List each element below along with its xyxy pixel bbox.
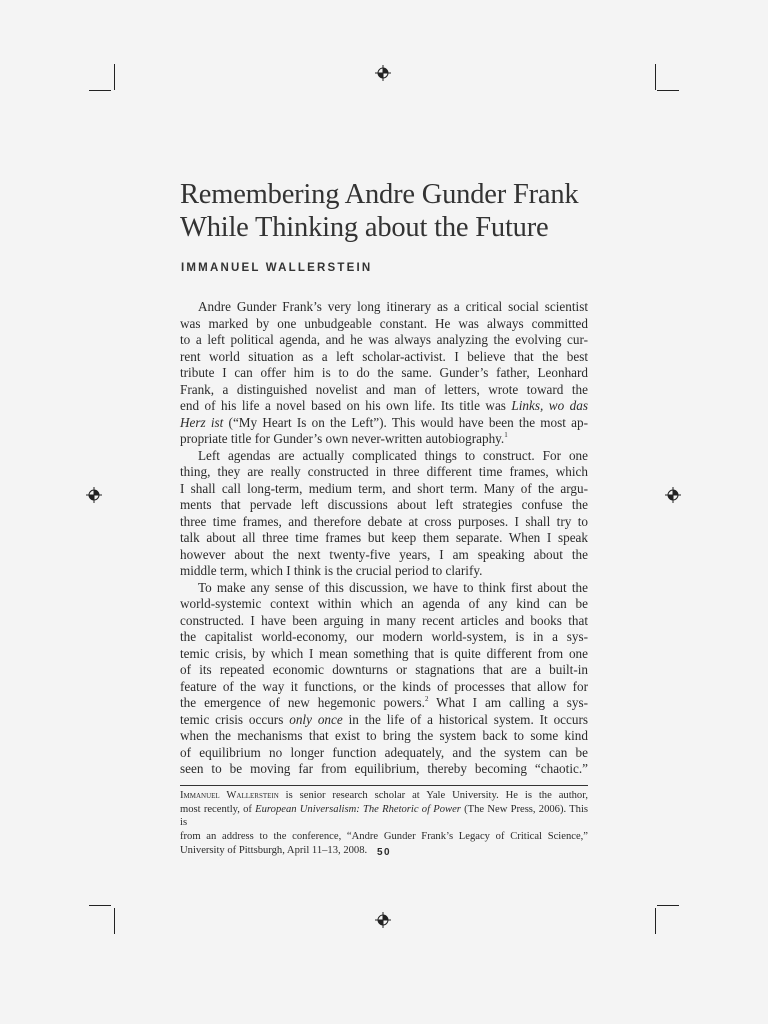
text-line: thing, they are really constructed in three different time frames, which [180,464,588,479]
footnote-line: Immanuel Wallerstein is senior research scholar at Yale University. He is the author, [180,790,588,801]
text-line: ments that pervade left discussions about left strategies confuse the [180,497,588,512]
crop-mark [657,90,679,91]
text-line: Andre Gunder Frank’s very long itinerary as a critical social scientist [198,299,588,314]
footnote-ref[interactable]: 1 [504,431,508,439]
text-line: Herz ist (“My Heart Is on the Left”). This would have been the most ap- [180,414,588,430]
title-line: Remembering Andre Gunder Frank [180,179,579,210]
text-line: when the mechanisms that exist to bring the system back to some kind [180,728,588,743]
article-body [180,299,588,778]
crop-mark [655,64,656,90]
footnote-rule [180,785,588,786]
title-line: While Thinking about the Future [180,212,549,243]
registration-target-icon [375,65,391,81]
text-line: the emergence of new hegemonic powers.$^2$ What I am calling a sys- [180,695,588,710]
text-line: temic crisis, by which I mean something that is quite different from one [180,645,588,661]
text-line: the capitalist world-economy, our modern world-system, is in a sys- [180,629,588,644]
paragraph [180,580,588,778]
footnote-author-name: Immanuel Wallerstein [180,790,279,801]
footnote-ref[interactable]: 2 [424,695,429,703]
crop-mark [89,905,111,906]
page-number: 50 [376,847,392,858]
registration-target-icon [665,487,681,503]
text-line: Left agendas are actually complicated things to construct. For one [198,447,588,463]
text-line: middle term, which I think is the crucial period to clarify. [180,563,483,578]
registration-target-icon [375,912,391,928]
text-line: I shall call long-term, medium term, and short term. Many of the argu- [180,480,588,496]
footnote-line: from an address to the conference, “Andre Gunder Frank’s Legacy of Critical Science,” [180,831,588,843]
crop-mark [657,905,679,906]
text-line: Frank, a distinguished novelist and man of letters, wrote toward the [180,381,588,397]
crop-mark [89,90,111,91]
footnote-line: University of Pittsburgh, April 11–13, 2008. [180,844,368,856]
text-line: constructed. I have been arguing in many recent articles and books that [180,612,588,628]
text-line: seen to be moving far from equilibrium, thereby becoming “chaotic.” [180,761,588,776]
article-title [180,178,600,244]
text-line: was marked by one unbudgeable constant. He was always committed [180,315,588,331]
text-line: talk about all three time frames but keep them separate. When I speak [180,530,588,545]
italic-book-title: Herz ist [180,414,224,430]
footnote-line: most recently, of European Universalism: The Rhetoric of Power (The New Press, 2006). This is [180,803,589,829]
text-line: three time frames, and therefore debate at cross purposes. I shall try to [180,513,588,529]
paragraph [180,448,588,580]
crop-mark [655,908,656,934]
text-line: propriate title for Gunder’s own never-written autobiography.$^1$ [180,431,508,446]
text-line: world-systemic context within which an agenda of any kind can be [180,596,588,611]
italic-emphasis: only once [289,711,343,727]
italic-book-title: European Universalism: The Rhetoric of Power [255,803,461,815]
text-line: however about the next twenty-five years, I am speaking about the [180,546,588,562]
author-name: IMMANUEL WALLERSTEIN [181,262,373,274]
crop-mark [114,908,115,934]
text-line: rent world situation as a left scholar-activist. I believe that the best [180,348,588,364]
text-line: to a left political agenda, and he was always analyzing the evolving cur- [180,332,588,347]
paragraph [180,299,588,448]
registration-target-icon [86,487,102,503]
text-line: To make any sense of this discussion, we have to think first about the [198,579,588,595]
crop-mark [114,64,115,90]
text-line: feature of the way it functions, or the kinds of processes that allow for [180,678,588,694]
text-line: of its repeated economic downturns or stagnations that are a built-in [180,662,588,677]
text-line: tribute I can offer him is to do the same. Gunder’s father, Leonhard [180,365,588,380]
text-line: temic crisis occurs only once in the life of a historical system. It occurs [180,711,588,727]
text-line: of equilibrium no longer function adequately, and the system can be [180,744,588,760]
text-line: end of his life a novel based on his own life. Its title was Links, wo das [180,398,588,413]
italic-book-title: Links, wo das [511,398,588,413]
